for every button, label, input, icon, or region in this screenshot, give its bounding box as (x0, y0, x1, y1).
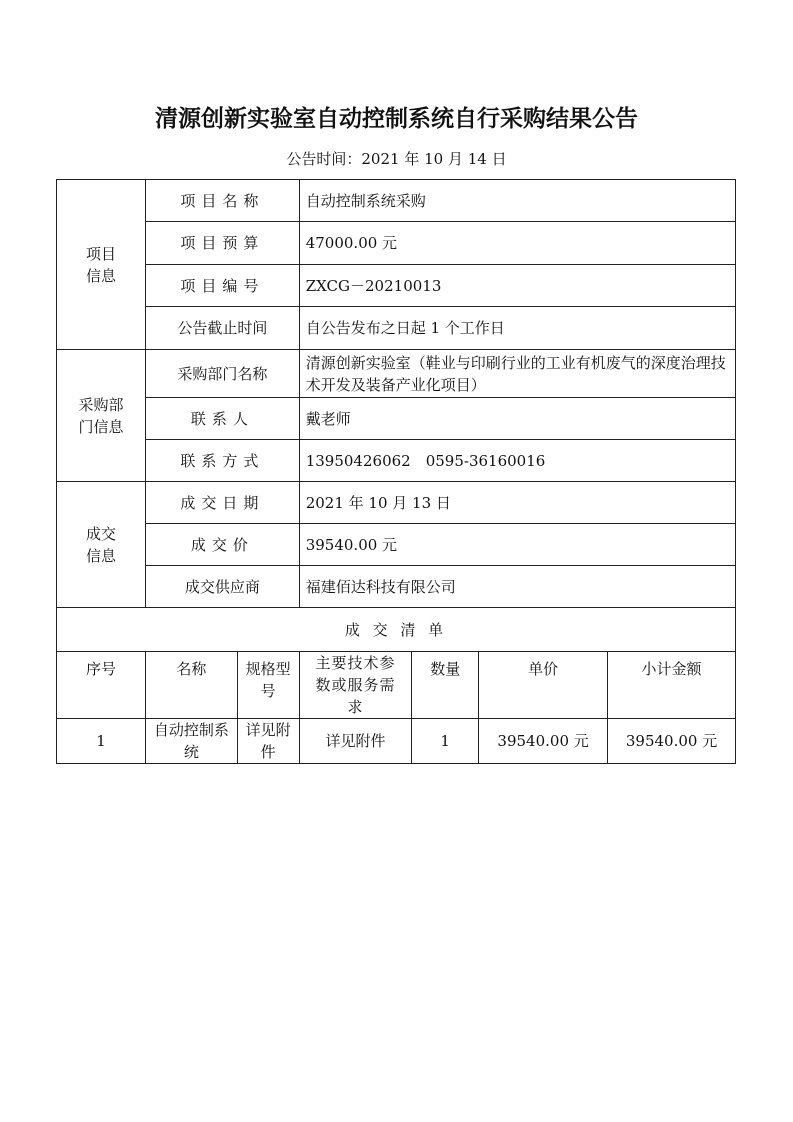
section-label-dept: 采购部 门信息 (57, 350, 146, 482)
row-key: 项目编号 (146, 265, 300, 307)
table-row (57, 180, 736, 222)
row-key: 采购部门名称 (146, 350, 300, 398)
list-header-row (57, 652, 736, 719)
row-value: ZXCG－20210013 (299, 265, 735, 307)
row-key: 项目名称 (146, 180, 300, 222)
table-row (57, 440, 736, 482)
table-row (57, 398, 736, 440)
column-header: 小计金额 (608, 652, 736, 719)
procurement-table (56, 179, 736, 764)
announce-date: 公告时间：2021 年 10 月 14 日 (286, 150, 507, 168)
column-header: 规格型号 (237, 652, 299, 719)
row-key: 联系方式 (146, 440, 300, 482)
cell: 详见附件 (299, 719, 412, 764)
doc-title: 清源创新实验室自动控制系统自行采购结果公告 (155, 106, 638, 132)
row-key: 项目预算 (146, 222, 300, 265)
section-label-project: 项目 信息 (57, 180, 146, 350)
table-row (57, 265, 736, 307)
row-value: 福建佰达科技有限公司 (299, 566, 735, 608)
table-row (57, 524, 736, 566)
row-value: 清源创新实验室（鞋业与印刷行业的工业有机废气的深度治理技术开发及装备产业化项目） (299, 350, 735, 398)
column-header: 主要技术参数或服务需求 (299, 652, 412, 719)
row-key: 成交日期 (146, 482, 300, 524)
cell: 39540.00 元 (479, 719, 608, 764)
cell: 自动控制系统 (146, 719, 237, 764)
row-value: 13950426062 0595-36160016 (299, 440, 735, 482)
row-value: 2021 年 10 月 13 日 (299, 482, 735, 524)
row-value: 自动控制系统采购 (299, 180, 735, 222)
cell: 1 (412, 719, 479, 764)
cell: 1 (57, 719, 146, 764)
list-title: 成 交 清 单 (57, 608, 736, 652)
column-header: 数量 (412, 652, 479, 719)
table-row (57, 307, 736, 350)
row-value: 47000.00 元 (299, 222, 735, 265)
cell: 详见附件 (237, 719, 299, 764)
column-header: 名称 (146, 652, 237, 719)
column-header: 序号 (57, 652, 146, 719)
row-value: 自公告发布之日起 1 个工作日 (299, 307, 735, 350)
row-value: 戴老师 (299, 398, 735, 440)
row-key: 成交供应商 (146, 566, 300, 608)
row-key: 联系人 (146, 398, 300, 440)
table-row (57, 350, 736, 398)
table-row (57, 608, 736, 652)
section-label-deal: 成交 信息 (57, 482, 146, 608)
table-row (57, 719, 736, 764)
row-value: 39540.00 元 (299, 524, 735, 566)
row-key: 成交价 (146, 524, 300, 566)
table-row (57, 222, 736, 265)
table-row (57, 482, 736, 524)
table-row (57, 566, 736, 608)
row-key: 公告截止时间 (146, 307, 300, 350)
cell: 39540.00 元 (608, 719, 736, 764)
column-header: 单价 (479, 652, 608, 719)
